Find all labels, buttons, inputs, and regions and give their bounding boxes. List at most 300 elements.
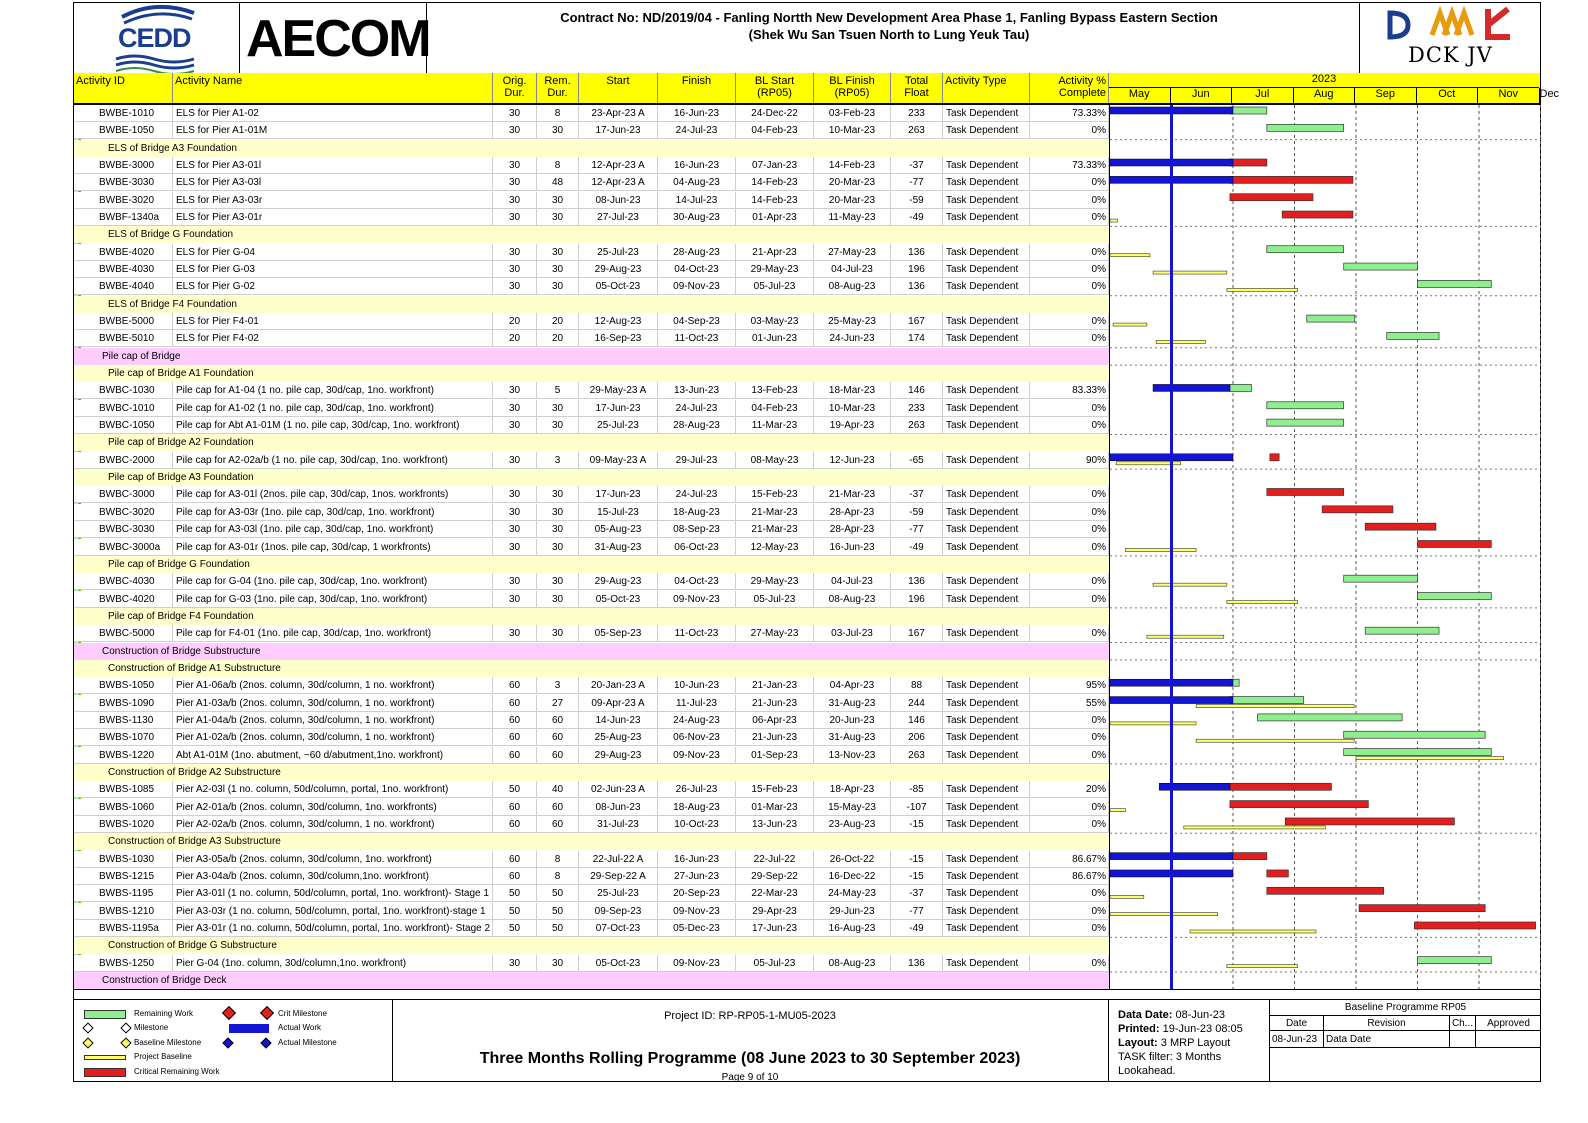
- activity-row[interactable]: [74, 122, 1109, 139]
- activity-row[interactable]: [74, 712, 1109, 729]
- activity-row[interactable]: [74, 278, 1109, 295]
- cell-bl-finish: 26-Oct-22: [814, 851, 891, 868]
- cell-finish: 29-Jul-23: [658, 452, 736, 469]
- activity-row[interactable]: [74, 105, 1109, 122]
- cell-activity-type: Task Dependent: [943, 799, 1030, 816]
- cell-activity-name: Pier A3-03r (1 no. column, 50d/column, portal, 1no. workfront)-stage 1: [173, 903, 493, 920]
- cell-bl-start: 21-Mar-23: [736, 504, 814, 521]
- cell-activity-id: BWBC-3030: [96, 521, 173, 538]
- cell-bl-finish: 28-Apr-23: [814, 504, 891, 521]
- wbs-subgroup-row[interactable]: [74, 296, 1109, 313]
- cell-total-float: 206: [891, 729, 943, 746]
- cell-bl-start: 07-Jan-23: [736, 157, 814, 174]
- cell-activity-id: BWBC-2000: [96, 452, 173, 469]
- activity-row[interactable]: [74, 452, 1109, 469]
- critical-remaining-bar: [1322, 506, 1393, 513]
- cell-start: 25-Jul-23: [579, 885, 658, 902]
- cell-activity-id: BWBF-1340a: [96, 209, 173, 226]
- cell-finish: 04-Aug-23: [658, 174, 736, 191]
- cell-activity-id: BWBS-1030: [96, 851, 173, 868]
- cell-bl-finish: 12-Jun-23: [814, 452, 891, 469]
- cell-activity-id: BWBE-3030: [96, 174, 173, 191]
- cell-rem-dur: 8: [537, 157, 579, 174]
- cell-activity-name: ELS for Pier A3-03l: [173, 174, 493, 191]
- cell-activity-type: Task Dependent: [943, 504, 1030, 521]
- cell-activity-id: BWBC-3000: [96, 486, 173, 503]
- page-number: Page 9 of 10: [721, 1072, 779, 1083]
- cell-finish: 10-Jun-23: [658, 677, 736, 694]
- cell-bl-finish: 18-Mar-23: [814, 382, 891, 399]
- wbs-group-row[interactable]: [74, 972, 1109, 989]
- activity-row[interactable]: [74, 868, 1109, 885]
- cell-total-float: -15: [891, 868, 943, 885]
- cell-finish: 11-Oct-23: [658, 330, 736, 347]
- date-info: [1118, 1008, 1268, 1078]
- wbs-group-row[interactable]: [74, 643, 1109, 660]
- milestone-icon-2: [120, 1022, 131, 1033]
- cell-finish: 04-Oct-23: [658, 573, 736, 590]
- cell-activity-id: BWBS-1220: [96, 747, 173, 764]
- col-activity-type[interactable]: Activity Type: [943, 73, 1030, 103]
- remaining-bar: [1418, 957, 1492, 964]
- cell-total-float: -59: [891, 504, 943, 521]
- cell-start: 25-Jul-23: [579, 244, 658, 261]
- cell-start: 17-Jun-23: [579, 486, 658, 503]
- cell-activity-id: BWBE-3020: [96, 192, 173, 209]
- activity-row[interactable]: [74, 695, 1109, 712]
- cell-total-float: 136: [891, 278, 943, 295]
- cell-start: 07-Oct-23: [579, 920, 658, 937]
- cell-bl-start: 01-Sep-23: [736, 747, 814, 764]
- cell-finish: 24-Jul-23: [658, 486, 736, 503]
- cell-activity-type: Task Dependent: [943, 313, 1030, 330]
- cell-bl-finish: 24-Jun-23: [814, 330, 891, 347]
- cell-bl-finish: 11-May-23: [814, 209, 891, 226]
- col-finish[interactable]: Finish: [658, 73, 736, 103]
- cell-bl-finish: 31-Aug-23: [814, 695, 891, 712]
- dck-jv-logo: [1359, 3, 1541, 73]
- cell-finish: 11-Oct-23: [658, 625, 736, 642]
- group-name: Pile cap of Bridge A2 Foundation: [108, 437, 254, 449]
- col-start[interactable]: Start: [579, 73, 658, 103]
- cell-rem-dur: 60: [537, 799, 579, 816]
- cell-activity-name: Pier A1-04a/b (2nos. column, 30d/column, 1 no. workfront): [173, 712, 493, 729]
- cell-rem-dur: 27: [537, 695, 579, 712]
- activity-row[interactable]: [74, 729, 1109, 746]
- activity-row[interactable]: [74, 677, 1109, 694]
- month-jun: Jun: [1171, 88, 1233, 103]
- wbs-subgroup-row[interactable]: [74, 608, 1109, 625]
- cell-orig-dur: 50: [493, 903, 537, 920]
- cell-bl-start: 04-Feb-23: [736, 400, 814, 417]
- wbs-subgroup-row[interactable]: [74, 365, 1109, 382]
- cell-activity-id: BWBC-4030: [96, 573, 173, 590]
- activity-row[interactable]: [74, 261, 1109, 278]
- cell-activity-type: Task Dependent: [943, 417, 1030, 434]
- col-activity-name[interactable]: Activity Name: [173, 73, 493, 103]
- activity-row[interactable]: [74, 244, 1109, 261]
- cell-activity-id: BWBC-3020: [96, 504, 173, 521]
- cell-bl-finish: 04-Jul-23: [814, 261, 891, 278]
- cell-total-float: 174: [891, 330, 943, 347]
- cell-total-float: -85: [891, 781, 943, 798]
- cell-orig-dur: 20: [493, 330, 537, 347]
- cell-bl-start: 27-May-23: [736, 625, 814, 642]
- cell-rem-dur: 30: [537, 244, 579, 261]
- group-name: Construction of Bridge Deck: [102, 975, 227, 986]
- activity-row[interactable]: [74, 955, 1109, 972]
- cedd-logo-text: CEDD: [118, 23, 191, 53]
- cell-pct-complete: 0%: [1030, 816, 1109, 833]
- cell-activity-name: Pier A1-02a/b (2nos. column, 30d/column, 1 no. workfront): [173, 729, 493, 746]
- col-activity-id[interactable]: Activity ID: [74, 73, 173, 103]
- cell-pct-complete: 0%: [1030, 712, 1109, 729]
- cell-activity-type: Task Dependent: [943, 244, 1030, 261]
- cell-activity-name: Pier A3-01r (1 no. column, 50d/column, portal, 1no. workfront)- Stage 2: [173, 920, 493, 937]
- dck-emblem-icon: [1360, 3, 1541, 43]
- col-total-float-l1: Total: [904, 75, 929, 87]
- group-name: ELS of Bridge G Foundation: [108, 229, 234, 241]
- cell-rem-dur: 30: [537, 573, 579, 590]
- printed-line: [1118, 1022, 1268, 1036]
- cell-bl-start: 22-Jul-22: [736, 851, 814, 868]
- legend: [74, 1000, 393, 1082]
- cell-orig-dur: 30: [493, 209, 537, 226]
- cell-start: 31-Jul-23: [579, 816, 658, 833]
- cell-finish: 26-Jul-23: [658, 781, 736, 798]
- wbs-subgroup-row[interactable]: [74, 833, 1109, 850]
- cell-total-float: 146: [891, 382, 943, 399]
- activity-row[interactable]: [74, 192, 1109, 209]
- activity-row[interactable]: [74, 417, 1109, 434]
- cell-start: 22-Jul-22 A: [579, 851, 658, 868]
- cell-activity-type: Task Dependent: [943, 591, 1030, 608]
- cell-orig-dur: 60: [493, 729, 537, 746]
- baseline-bar: [1227, 288, 1298, 291]
- cell-activity-type: Task Dependent: [943, 816, 1030, 833]
- activity-row[interactable]: [74, 816, 1109, 833]
- cell-activity-type: Task Dependent: [943, 192, 1030, 209]
- remaining-bar: [1365, 627, 1439, 634]
- cell-finish: 06-Oct-23: [658, 539, 736, 556]
- cell-start: 29-Sep-22 A: [579, 868, 658, 885]
- cell-finish: 30-Aug-23: [658, 209, 736, 226]
- group-name: Pile cap of Bridge: [102, 350, 181, 362]
- cell-start: 09-Sep-23: [579, 903, 658, 920]
- cell-total-float: -49: [891, 920, 943, 937]
- cell-bl-start: 21-Mar-23: [736, 521, 814, 538]
- cell-pct-complete: 0%: [1030, 920, 1109, 937]
- cell-activity-type: Task Dependent: [943, 122, 1030, 139]
- col-bl-start-l2: (RP05): [757, 87, 792, 99]
- dck-jv-text: DCK JV: [1408, 43, 1493, 67]
- col-bl-start[interactable]: [736, 73, 814, 103]
- critical-remaining-bar: [1282, 211, 1353, 218]
- cell-start: 09-Apr-23 A: [579, 695, 658, 712]
- cell-pct-complete: 0%: [1030, 486, 1109, 503]
- cell-start: 20-Jan-23 A: [579, 677, 658, 694]
- baseline-bar: [1153, 271, 1227, 274]
- cell-bl-finish: 16-Jun-23: [814, 539, 891, 556]
- cell-start: 25-Aug-23: [579, 729, 658, 746]
- cell-activity-type: Task Dependent: [943, 920, 1030, 937]
- cell-activity-name: ELS for Pier G-03: [173, 261, 493, 278]
- cell-total-float: 146: [891, 712, 943, 729]
- activity-row[interactable]: [74, 851, 1109, 868]
- cell-activity-id: BWBS-1215: [96, 868, 173, 885]
- wbs-subgroup-row[interactable]: [74, 764, 1109, 781]
- critical-remaining-bar: [1359, 905, 1485, 912]
- cell-activity-type: Task Dependent: [943, 209, 1030, 226]
- cell-activity-name: Pile cap for A3-01r (1nos. pile cap, 30d/cap, 1 workfronts): [173, 539, 493, 556]
- wbs-subgroup-row[interactable]: [74, 140, 1109, 157]
- cell-bl-finish: 29-Jun-23: [814, 903, 891, 920]
- cell-bl-start: 29-May-23: [736, 261, 814, 278]
- activity-row[interactable]: [74, 504, 1109, 521]
- remaining-bar: [1267, 124, 1344, 131]
- cell-activity-type: Task Dependent: [943, 278, 1030, 295]
- baseline-bar: [1110, 254, 1150, 257]
- cell-orig-dur: 30: [493, 244, 537, 261]
- col-orig-dur[interactable]: [493, 73, 537, 103]
- activity-row[interactable]: [74, 330, 1109, 347]
- rev-ch-header: Ch...: [1450, 1016, 1476, 1031]
- cell-orig-dur: 60: [493, 799, 537, 816]
- cell-bl-finish: 03-Feb-23: [814, 105, 891, 122]
- rev-date-header: Date: [1270, 1016, 1324, 1031]
- cell-pct-complete: 0%: [1030, 903, 1109, 920]
- wbs-subgroup-row[interactable]: [74, 660, 1109, 677]
- activity-row[interactable]: [74, 400, 1109, 417]
- cell-bl-start: 21-Jan-23: [736, 677, 814, 694]
- group-name: Pile cap of Bridge A1 Foundation: [108, 368, 254, 380]
- cell-finish: 20-Sep-23: [658, 885, 736, 902]
- cell-start: 16-Sep-23: [579, 330, 658, 347]
- cell-activity-name: Pier A1-03a/b (2nos. column, 30d/column, 1 no. workfront): [173, 695, 493, 712]
- data-date-label: Data Date:: [1118, 1009, 1173, 1021]
- activity-row[interactable]: [74, 747, 1109, 764]
- baseline-bar: [1227, 965, 1298, 968]
- activity-row[interactable]: [74, 313, 1109, 330]
- cell-total-float: 196: [891, 261, 943, 278]
- cell-total-float: 233: [891, 105, 943, 122]
- activity-row[interactable]: [74, 573, 1109, 590]
- activity-row[interactable]: [74, 885, 1109, 902]
- baseline-bar: [1125, 549, 1196, 552]
- cell-rem-dur: 30: [537, 504, 579, 521]
- cell-total-float: 88: [891, 677, 943, 694]
- baseline-bar: [1110, 722, 1196, 725]
- cell-activity-id: BWBS-1020: [96, 816, 173, 833]
- cell-orig-dur: 60: [493, 695, 537, 712]
- col-bl-finish[interactable]: [814, 73, 891, 103]
- cell-bl-finish: 16-Dec-22: [814, 868, 891, 885]
- critical-remaining-bar: [1230, 801, 1368, 808]
- contract-line-2: (Shek Wu San Tsuen North to Lung Yeuk Tau): [748, 27, 1030, 42]
- legend-actual-swatch: [229, 1024, 269, 1033]
- cell-activity-type: Task Dependent: [943, 747, 1030, 764]
- cell-start: 05-Oct-23: [579, 591, 658, 608]
- cell-activity-id: BWBC-1030: [96, 382, 173, 399]
- cedd-logo: [74, 3, 240, 73]
- baseline-bar: [1110, 913, 1218, 916]
- cell-finish: 13-Jun-23: [658, 382, 736, 399]
- cell-bl-finish: 28-Apr-23: [814, 521, 891, 538]
- cell-orig-dur: 50: [493, 920, 537, 937]
- activity-row[interactable]: [74, 920, 1109, 937]
- cell-activity-id: BWBS-1195: [96, 885, 173, 902]
- cell-bl-start: 17-Jun-23: [736, 920, 814, 937]
- baseline-bar: [1110, 219, 1117, 222]
- wbs-subgroup-row[interactable]: [74, 434, 1109, 451]
- cell-bl-start: 05-Jul-23: [736, 278, 814, 295]
- cell-activity-name: Pier G-04 (1no. column, 30d/column,1no. workfront): [173, 955, 493, 972]
- cell-start: 09-May-23 A: [579, 452, 658, 469]
- col-total-float[interactable]: [891, 73, 943, 103]
- critical-remaining-bar: [1267, 887, 1384, 894]
- baseline-bar: [1156, 340, 1205, 343]
- activity-row[interactable]: [74, 591, 1109, 608]
- activity-row[interactable]: [74, 539, 1109, 556]
- cell-bl-finish: 08-Aug-23: [814, 591, 891, 608]
- cell-activity-name: ELS for Pier F4-02: [173, 330, 493, 347]
- cell-activity-type: Task Dependent: [943, 729, 1030, 746]
- cell-pct-complete: 0%: [1030, 955, 1109, 972]
- activity-row[interactable]: [74, 486, 1109, 503]
- cell-activity-id: BWBS-1050: [96, 677, 173, 694]
- activity-row[interactable]: [74, 521, 1109, 538]
- wbs-subgroup-row[interactable]: [74, 556, 1109, 573]
- cell-bl-start: 06-Apr-23: [736, 712, 814, 729]
- sheet-footer: [74, 999, 1540, 1082]
- wbs-subgroup-row[interactable]: [74, 469, 1109, 486]
- remaining-bar: [1344, 263, 1418, 270]
- activity-row[interactable]: [74, 174, 1109, 191]
- critical-remaining-bar: [1418, 541, 1492, 548]
- cell-total-float: -37: [891, 157, 943, 174]
- cell-orig-dur: 30: [493, 261, 537, 278]
- cell-start: 08-Jun-23: [579, 799, 658, 816]
- baseline-bar: [1147, 635, 1224, 638]
- cell-rem-dur: 30: [537, 122, 579, 139]
- cell-activity-name: Pile cap for A1-04 (1 no. pile cap, 30d/cap, 1no. workfront): [173, 382, 493, 399]
- cell-pct-complete: 0%: [1030, 174, 1109, 191]
- cell-total-float: 233: [891, 400, 943, 417]
- cell-activity-name: Pile cap for A3-03r (1no. pile cap, 30d/cap, 1no. workfront): [173, 504, 493, 521]
- cell-pct-complete: 0%: [1030, 521, 1109, 538]
- remaining-bar: [1230, 384, 1252, 391]
- filter-line-2: Lookahead.: [1118, 1065, 1176, 1077]
- activity-row[interactable]: [74, 382, 1109, 399]
- cell-finish: 04-Oct-23: [658, 261, 736, 278]
- rev-revision-value: Data Date: [1324, 1031, 1450, 1048]
- col-rem-dur[interactable]: [537, 73, 579, 103]
- cell-activity-name: Pier A2-03l (1 no. column, 50d/column, portal, 1no. workfront): [173, 781, 493, 798]
- critical-remaining-bar: [1230, 159, 1267, 166]
- cell-bl-finish: 25-May-23: [814, 313, 891, 330]
- cell-activity-type: Task Dependent: [943, 157, 1030, 174]
- wbs-group-row[interactable]: [74, 348, 1109, 365]
- cell-bl-start: 29-Apr-23: [736, 903, 814, 920]
- activity-row[interactable]: [74, 157, 1109, 174]
- cell-rem-dur: 60: [537, 712, 579, 729]
- baseline-bar: [1196, 705, 1354, 708]
- cell-total-float: -49: [891, 209, 943, 226]
- critical-remaining-bar: [1267, 870, 1289, 877]
- cell-activity-id: BWBE-4030: [96, 261, 173, 278]
- cell-bl-start: 15-Feb-23: [736, 781, 814, 798]
- cell-finish: 24-Jul-23: [658, 122, 736, 139]
- cell-pct-complete: 20%: [1030, 781, 1109, 798]
- remaining-bar: [1258, 714, 1403, 721]
- cell-bl-finish: 15-May-23: [814, 799, 891, 816]
- legend-remaining-swatch: [84, 1010, 126, 1019]
- activity-row[interactable]: [74, 209, 1109, 226]
- remaining-bar: [1267, 246, 1344, 253]
- cell-rem-dur: 60: [537, 816, 579, 833]
- cell-bl-finish: 10-Mar-23: [814, 122, 891, 139]
- cell-pct-complete: 0%: [1030, 313, 1109, 330]
- cell-activity-name: Pile cap for G-03 (1no. pile cap, 30d/cap, 1no. workfront): [173, 591, 493, 608]
- crit-milestone-icon-2: [260, 1006, 274, 1020]
- cell-pct-complete: 73.33%: [1030, 105, 1109, 122]
- printed-value: 19-Jun-23 08:05: [1162, 1023, 1243, 1035]
- wbs-subgroup-row[interactable]: [74, 937, 1109, 954]
- aecom-logo-text: AECOM: [246, 10, 430, 68]
- cell-bl-start: 29-May-23: [736, 573, 814, 590]
- group-name: Construction of Bridge G Substructure: [108, 940, 277, 952]
- cell-rem-dur: 30: [537, 261, 579, 278]
- cell-activity-type: Task Dependent: [943, 677, 1030, 694]
- cell-total-float: 263: [891, 122, 943, 139]
- wbs-subgroup-row[interactable]: [74, 226, 1109, 243]
- cell-orig-dur: 60: [493, 712, 537, 729]
- cell-orig-dur: 30: [493, 452, 537, 469]
- cell-orig-dur: 60: [493, 851, 537, 868]
- cell-activity-name: Pier A3-04a/b (2nos. column, 30d/column,1no. workfront): [173, 868, 493, 885]
- cell-bl-start: 05-Jul-23: [736, 591, 814, 608]
- col-pct-complete[interactable]: [1030, 73, 1109, 103]
- cell-rem-dur: 20: [537, 330, 579, 347]
- cell-bl-start: 15-Feb-23: [736, 486, 814, 503]
- activity-row[interactable]: [74, 625, 1109, 642]
- cell-bl-start: 03-May-23: [736, 313, 814, 330]
- cell-bl-start: 01-Apr-23: [736, 209, 814, 226]
- remaining-bar: [1344, 749, 1492, 756]
- cell-activity-id: BWBE-5000: [96, 313, 173, 330]
- cell-activity-type: Task Dependent: [943, 573, 1030, 590]
- cell-activity-type: Task Dependent: [943, 885, 1030, 902]
- cell-bl-start: 11-Mar-23: [736, 417, 814, 434]
- cell-activity-name: ELS for Pier F4-01: [173, 313, 493, 330]
- critical-remaining-bar: [1414, 922, 1535, 929]
- activity-row[interactable]: [74, 799, 1109, 816]
- activity-row[interactable]: [74, 903, 1109, 920]
- cell-total-float: -15: [891, 851, 943, 868]
- activity-row[interactable]: [74, 781, 1109, 798]
- cell-bl-start: 13-Feb-23: [736, 382, 814, 399]
- cell-finish: 05-Dec-23: [658, 920, 736, 937]
- baseline-milestone-icon: [82, 1037, 93, 1048]
- cell-start: 08-Jun-23: [579, 192, 658, 209]
- cell-rem-dur: 8: [537, 851, 579, 868]
- cell-activity-type: Task Dependent: [943, 174, 1030, 191]
- cell-finish: 27-Jun-23: [658, 868, 736, 885]
- critical-remaining-bar: [1230, 176, 1353, 183]
- cell-bl-start: 14-Feb-23: [736, 174, 814, 191]
- cell-total-float: -77: [891, 903, 943, 920]
- cell-pct-complete: 0%: [1030, 417, 1109, 434]
